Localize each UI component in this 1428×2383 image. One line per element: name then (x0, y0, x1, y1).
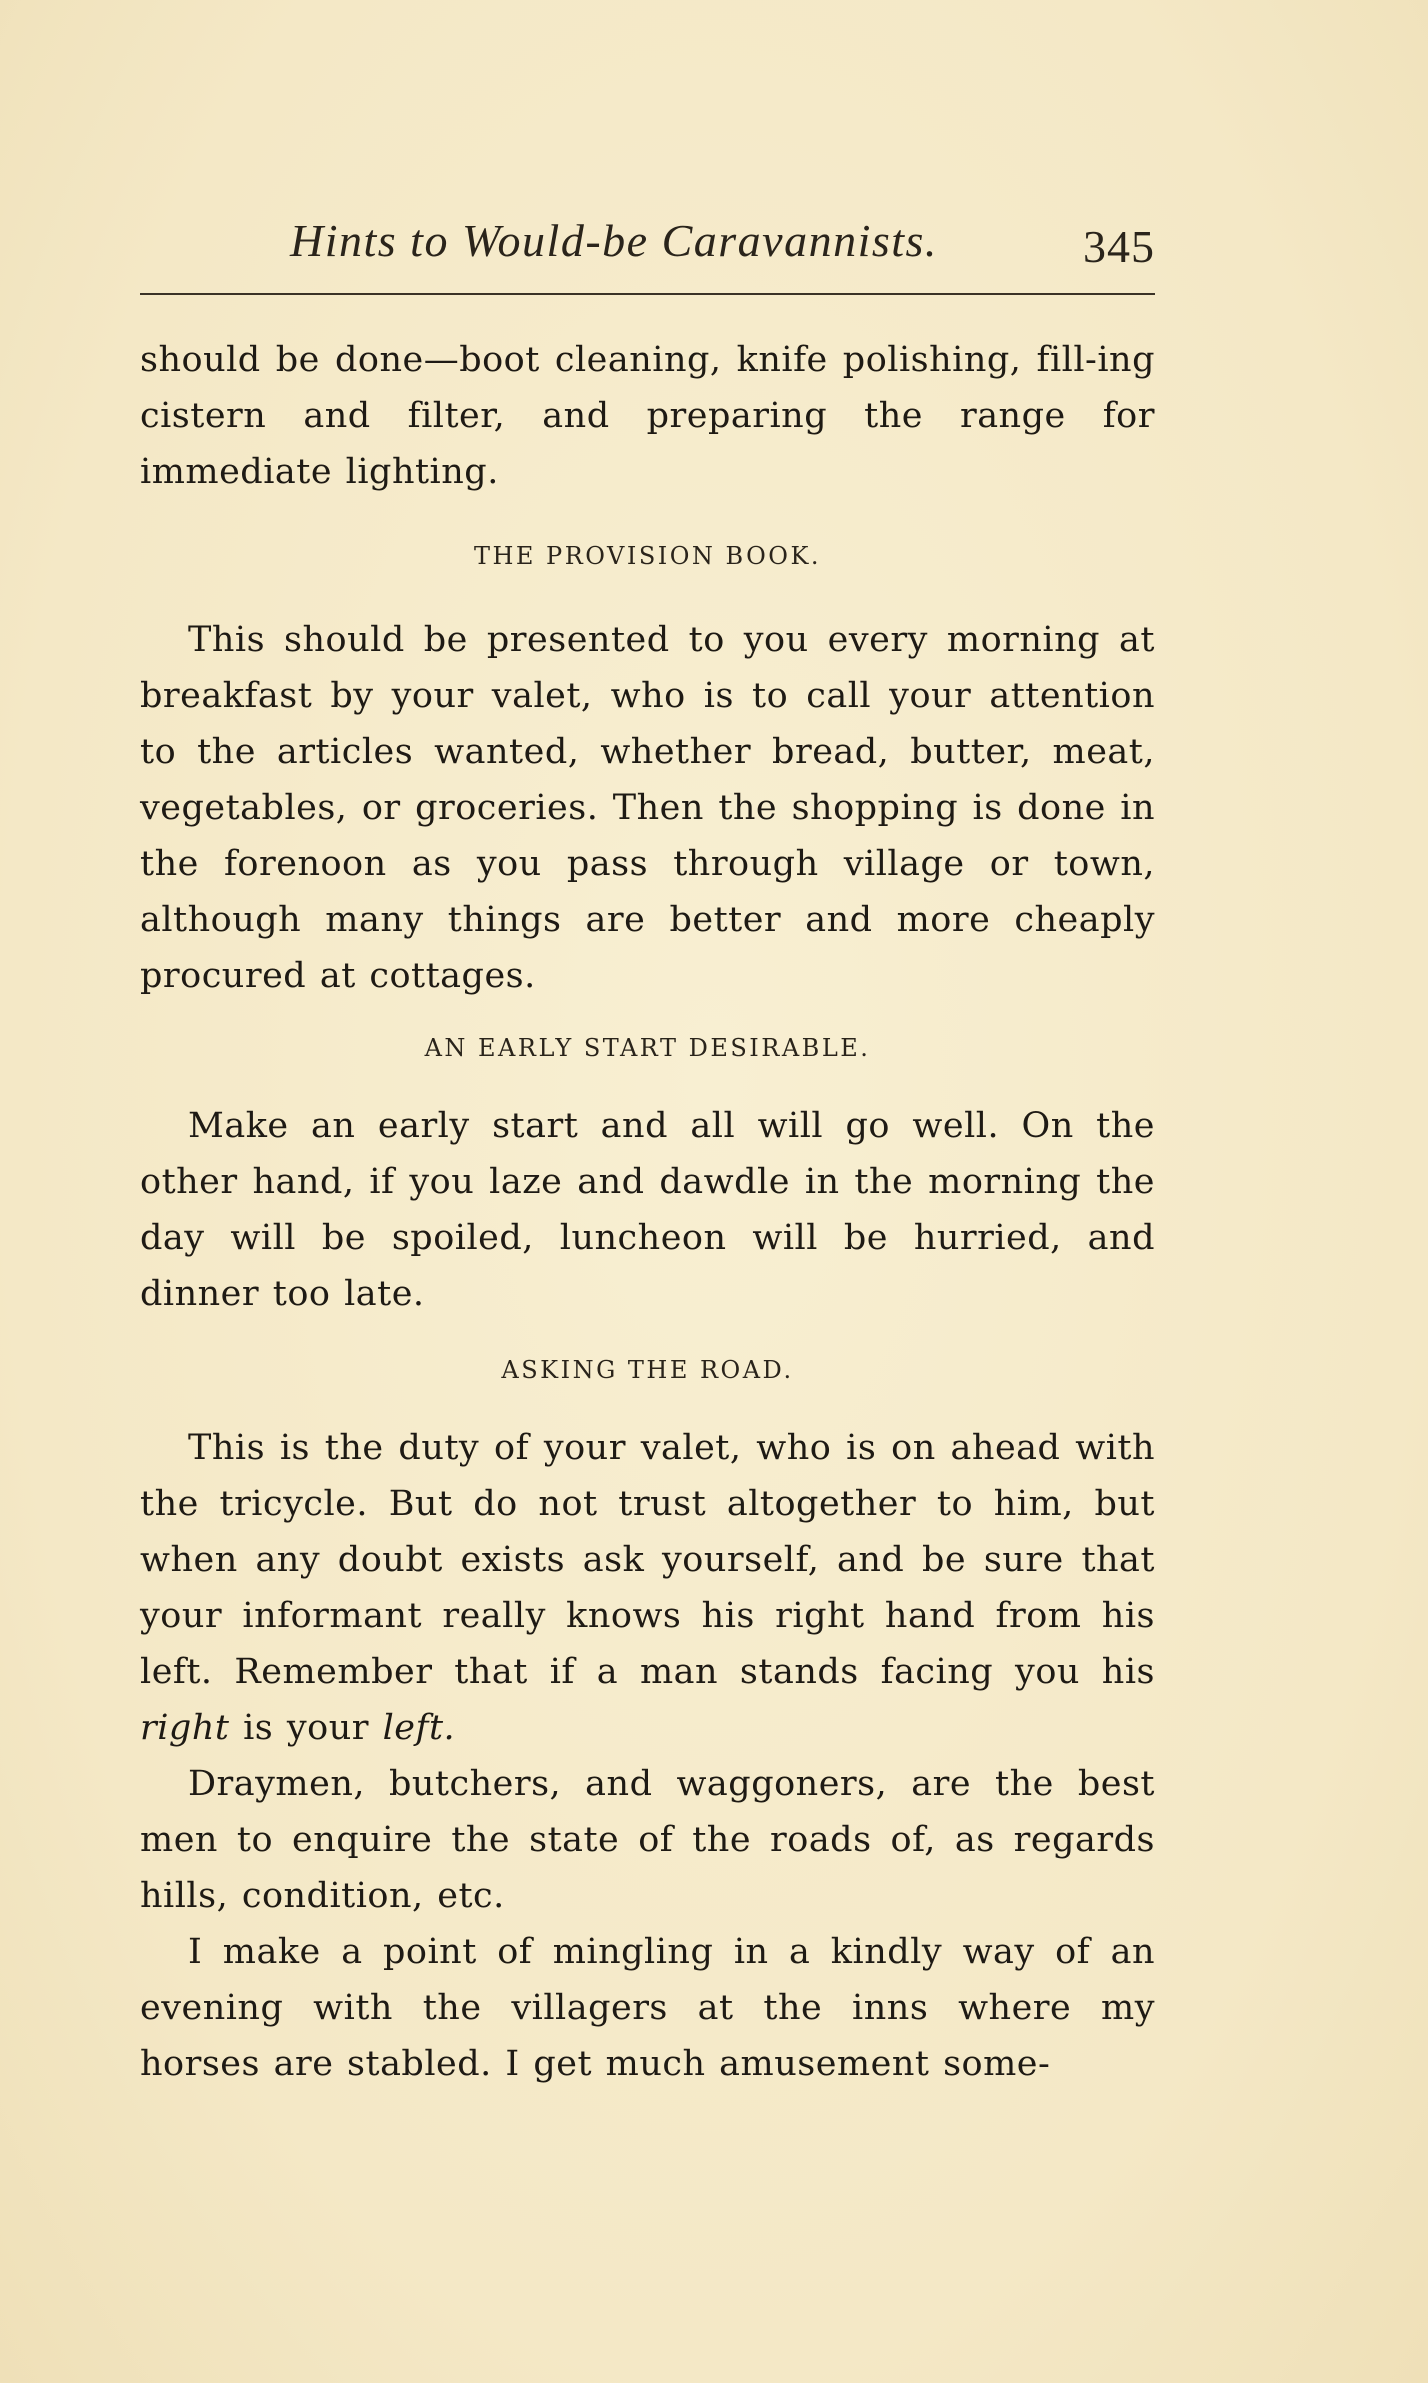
paragraph-early-start: Make an early start and all will go well. On the other hand, if you laze and dawdle in the morning the day will be spoiled, luncheon will be hurried, and dinner too late. (140, 1106, 1155, 1314)
continuation-paragraph: should be done—boot cleaning, knife polishing, fill-ing cistern and filter, and preparing the range for immediate lighting. (140, 340, 1155, 492)
paragraph-text-segment: This is the duty of your valet, who is on ahead with the tricycle. But do not trust altogether to him, but when any doubt exists ask yourself, and be sure that your informant really knows his right hand from his left. Remember that if a man stands facing you his (140, 1428, 1155, 1692)
body-text (140, 332, 1155, 2092)
italic-word-right: right (140, 1708, 230, 1748)
section-heading-provision-book: THE PROVISION BOOK. (473, 542, 822, 570)
paragraph-villagers: I make a point of mingling in a kindly way of an evening with the villagers at the inns where my horses are stabled. I get much amusement some- (140, 1932, 1155, 2084)
paragraph-text-segment: is your (229, 1708, 383, 1748)
italic-word-left: left. (382, 1708, 456, 1748)
running-header (140, 214, 1155, 274)
section-heading-asking-road: ASKING THE ROAD. (501, 1356, 794, 1384)
paragraph-provision-book: This should be presented to you every morning at breakfast by your valet, who is to call your attention to the articles wanted, whether bread, butter, meat, vegetables, or groceries. Then the shopping is done in the forenoon as you pass through village or town, although many things are better and more cheaply procured at cottages. (140, 620, 1155, 996)
page-number: 345 (1083, 221, 1155, 272)
section-heading-early-start: AN EARLY START DESIRABLE. (424, 1034, 871, 1062)
paragraph-asking-road (140, 1420, 1155, 1756)
running-title: Hints to Would-be Caravannists. (290, 215, 938, 266)
paragraph-draymen: Draymen, butchers, and waggoners, are the best men to enquire the state of the roads of, as regards hills, condition, etc. (140, 1764, 1155, 1916)
header-rule (140, 293, 1155, 295)
